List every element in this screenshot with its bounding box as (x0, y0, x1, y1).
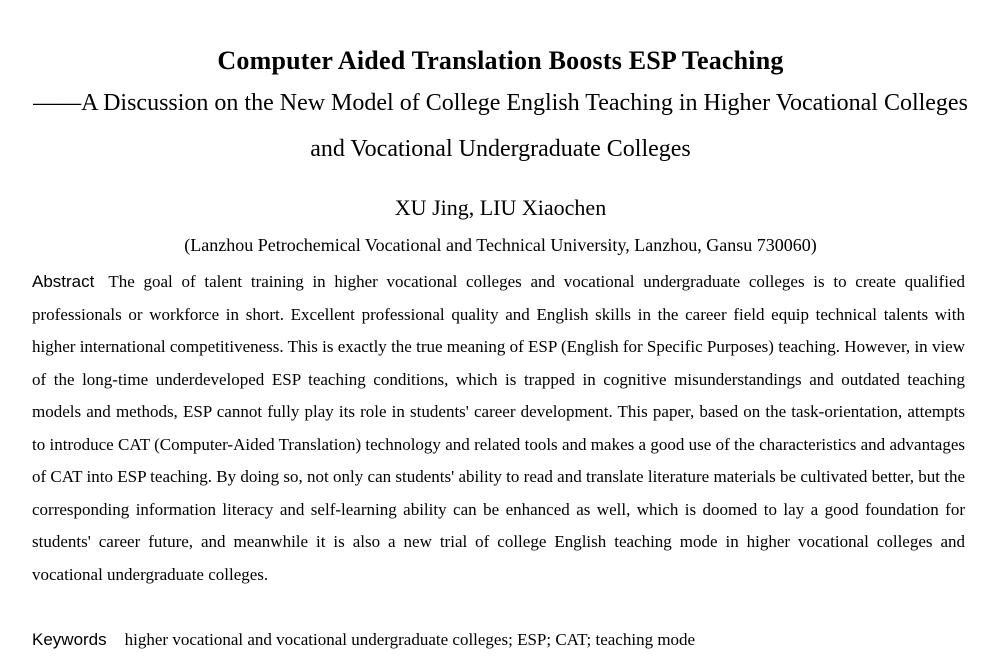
author-affiliation: (Lanzhou Petrochemical Vocational and Technical University, Lanzhou, Gansu 730060) (184, 235, 817, 255)
paper-subtitle: ——A Discussion on the New Model of College English Teaching in Higher Vocational Colleges and Vocational Undergraduate Colleges (33, 90, 968, 162)
keywords-text: higher vocational and vocational undergraduate colleges; ESP; CAT; teaching mode (124, 630, 696, 649)
abstract-label: Abstract (32, 272, 95, 291)
abstract-section (32, 266, 965, 591)
keywords-label: Keywords (32, 630, 107, 649)
abstract-text: The goal of talent training in higher vocational colleges and vocational undergraduate colleges is to create qualified professionals or workforce in short. Excellent professional quality and English skills in the career field equip technical talents with higher international competitiveness. This is exactly the true meaning of ESP (English for Specific Purposes) teaching. However, in view of the long-time underdeveloped ESP teaching conditions, which is trapped in cognitive misunderstandings and outdated teaching models and methods, ESP cannot fully play its role in students' career development. This paper, based on the task-orientation, attempts to introduce CAT (Computer-Aided Translation) technology and related tools and makes a good use of the characteristics and advantages of CAT into ESP teaching. By doing so, not only can students' ability to read and translate literature materials be cultivated better, but the corresponding information literacy and self-learning ability can be enhanced as well, which is doomed to lay a good foundation for students' career future, and meanwhile it is also a new trial of college English teaching mode in higher vocational colleges and vocational undergraduate colleges. (32, 272, 965, 584)
paper-title: Computer Aided Translation Boosts ESP Teaching (217, 46, 784, 76)
keywords-section (32, 624, 965, 656)
author-list: XU Jing, LIU Xiaochen (394, 195, 607, 220)
